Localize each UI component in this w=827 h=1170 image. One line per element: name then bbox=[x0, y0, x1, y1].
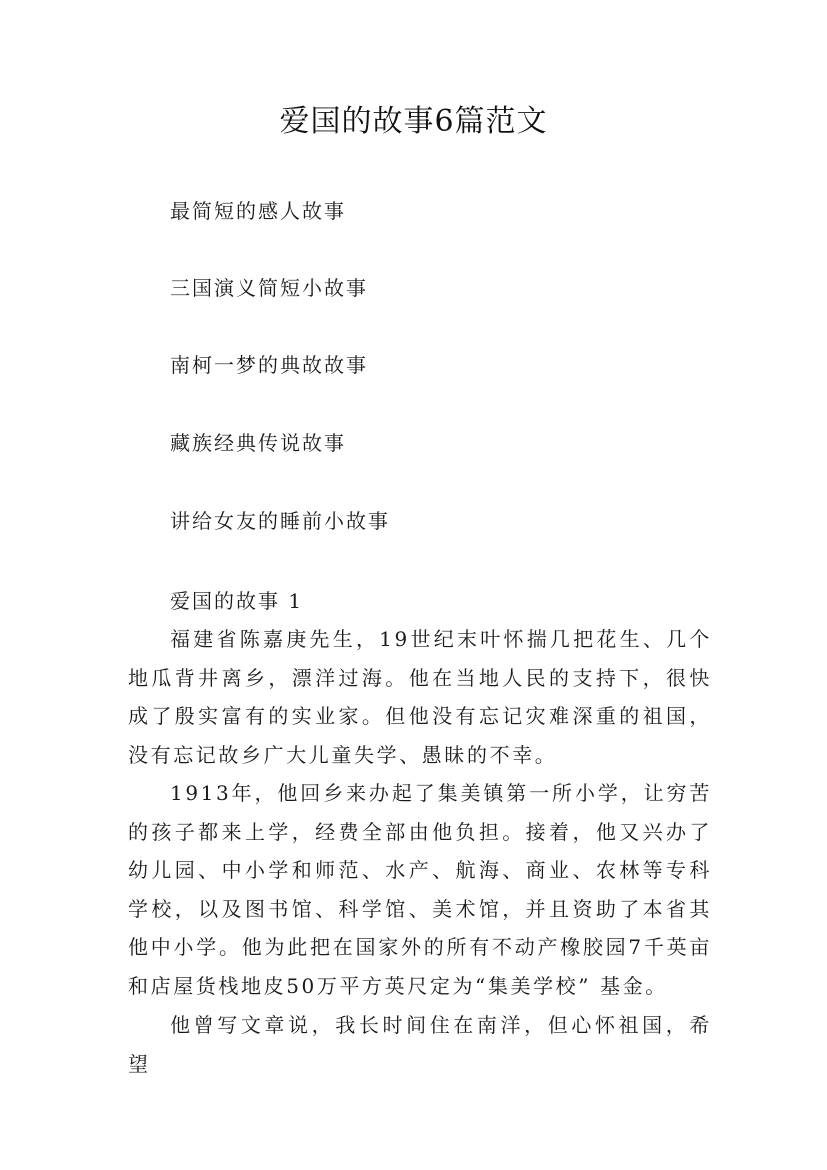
toc-item: 讲给女友的睡前小故事 bbox=[170, 509, 390, 533]
toc-item: 最简短的感人故事 bbox=[170, 199, 346, 223]
section-heading: 爱国的故事 1 bbox=[170, 589, 304, 613]
toc-item: 藏族经典传说故事 bbox=[170, 431, 346, 455]
toc-item: 三国演义简短小故事 bbox=[170, 276, 368, 300]
toc-item: 南柯一梦的典故故事 bbox=[170, 353, 368, 377]
body-paragraph: 1913年，他回乡来办起了集美镇第一所小学，让穷苦的孩子都来上学，经费全部由他负担。接着，他又兴办了幼儿园、中小学和师范、水产、航海、商业、农林等专科学校，以及图书馆、科学馆、美术馆，并且资助了本省其他中小学。他为此把在国家外的所有不动产橡胶园7千英亩和店屋货栈地皮50万平方英尺定为“集美学校” 基金。 bbox=[128, 781, 712, 998]
body-paragraph: 福建省陈嘉庚先生，19世纪末叶怀揣几把花生、几个地瓜背井离乡，漂洋过海。他在当地人民的支持下，很快成了殷实富有的实业家。但他没有忘记灾难深重的祖国，没有忘记故乡广大儿童失学、愚昧的不幸。 bbox=[128, 627, 712, 767]
body-paragraph: 他曾写文章说，我长时间住在南洋，但心怀祖国，希望 bbox=[128, 1013, 712, 1076]
document-title: 爱国的故事6篇范文 bbox=[279, 104, 548, 139]
